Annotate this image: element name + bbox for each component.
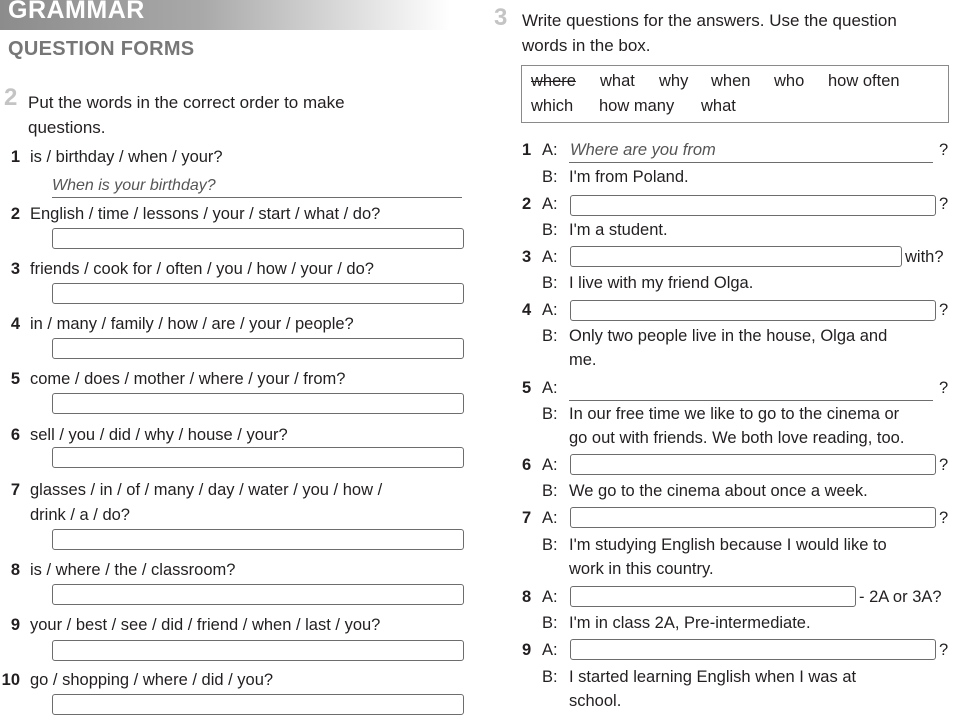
- exercise-3-answer-field[interactable]: [570, 586, 856, 607]
- question-tail: ?: [939, 301, 949, 319]
- speaker-b-text: I'm in class 2A, Pre-intermediate.: [569, 614, 811, 632]
- exercise-3-answer-field[interactable]: [570, 639, 936, 660]
- speaker-b-text: me.: [569, 351, 597, 369]
- word: how often: [828, 72, 900, 90]
- exercise-2-answer-field[interactable]: [52, 393, 464, 414]
- speaker-a-label: A:: [542, 509, 558, 527]
- speaker-b-text: work in this country.: [569, 560, 714, 578]
- question-tail: ?: [939, 641, 949, 659]
- question-tail: with?: [905, 248, 944, 266]
- exercise-3-answer-field[interactable]: [570, 195, 936, 216]
- speaker-b-text: I'm from Poland.: [569, 168, 689, 186]
- exercise-3-item-number: 1: [522, 141, 532, 159]
- question-word-box: [521, 65, 949, 123]
- exercise-3-item-number: 3: [522, 248, 532, 266]
- exercise-2-item-1-answer: When is your birthday?: [52, 177, 216, 194]
- exercise-2-answer-field[interactable]: [52, 584, 464, 605]
- speaker-a-label: A:: [542, 456, 558, 474]
- speaker-a-label: A:: [542, 248, 558, 266]
- exercise-2-answer-field[interactable]: [52, 529, 464, 550]
- exercise-3-item-1-answer: Where are you from: [570, 141, 716, 159]
- speaker-b-label: B:: [542, 536, 558, 554]
- exercise-3-instruction-line1: Write questions for the answers. Use the question: [522, 11, 897, 30]
- word: what: [600, 72, 635, 90]
- exercise-3-answer-field[interactable]: [570, 454, 936, 475]
- exercise-2-answer-field[interactable]: [52, 283, 464, 304]
- speaker-a-label: A:: [542, 301, 558, 319]
- speaker-b-label: B:: [542, 405, 558, 423]
- word: which: [531, 97, 574, 115]
- exercise-2-answer-field[interactable]: [52, 447, 464, 468]
- exercise-3-item-number: 9: [522, 641, 532, 659]
- exercise-3-item-number: 6: [522, 456, 532, 474]
- exercise-2-answer-field[interactable]: [52, 694, 464, 715]
- exercise-3-item-number: 7: [522, 509, 532, 527]
- exercise-2-number: 2: [4, 84, 18, 111]
- speaker-a-label: A:: [542, 588, 558, 606]
- exercise-2-instruction-line2: questions.: [28, 118, 106, 137]
- question-tail: ?: [939, 141, 949, 159]
- answer-underline: [52, 197, 462, 198]
- speaker-b-label: B:: [542, 327, 558, 345]
- word: why: [659, 72, 689, 90]
- speaker-b-label: B:: [542, 274, 558, 292]
- question-tail: - 2A or 3A?: [859, 588, 942, 606]
- exercise-2-answer-field[interactable]: [52, 640, 464, 661]
- exercise-3-item-number: 5: [522, 379, 532, 397]
- exercise-3-item-number: 4: [522, 301, 532, 319]
- speaker-b-text: school.: [569, 692, 622, 710]
- answer-underline: [569, 162, 933, 163]
- question-tail: ?: [939, 195, 949, 213]
- speaker-b-label: B:: [542, 221, 558, 239]
- speaker-b-text: I live with my friend Olga.: [569, 274, 754, 292]
- speaker-b-text: I'm a student.: [569, 221, 668, 239]
- speaker-a-label: A:: [542, 141, 558, 159]
- speaker-b-label: B:: [542, 614, 558, 632]
- page-subtitle: QUESTION FORMS: [8, 38, 195, 60]
- word-crossed-out: where: [531, 72, 576, 90]
- question-tail: ?: [939, 379, 949, 397]
- word: how many: [599, 97, 675, 115]
- speaker-b-text: In our free time we like to go to the cinema or: [569, 405, 900, 423]
- speaker-a-label: A:: [542, 641, 558, 659]
- exercise-3-number: 3: [494, 4, 508, 31]
- speaker-b-text: go out with friends. We both love reading, too.: [569, 429, 905, 447]
- speaker-a-label: A:: [542, 195, 558, 213]
- exercise-3-answer-field[interactable]: [570, 507, 936, 528]
- speaker-b-text: Only two people live in the house, Olga and: [569, 327, 888, 345]
- exercise-3-answer-field[interactable]: [570, 300, 936, 321]
- section-header-bar: [0, 0, 450, 30]
- speaker-b-label: B:: [542, 668, 558, 686]
- speaker-b-text: I'm studying English because I would like to: [569, 536, 887, 554]
- exercise-2-answer-field[interactable]: [52, 338, 464, 359]
- exercise-3-instruction-line2: words in the box.: [522, 36, 651, 55]
- word: what: [701, 97, 736, 115]
- exercise-2-instruction-line1: Put the words in the correct order to make: [28, 93, 345, 112]
- exercise-3-answer-field[interactable]: [570, 246, 902, 267]
- exercise-3-item-number: 2: [522, 195, 532, 213]
- word: who: [774, 72, 805, 90]
- speaker-b-label: B:: [542, 482, 558, 500]
- question-tail: ?: [939, 456, 949, 474]
- question-tail: ?: [939, 509, 949, 527]
- exercise-3-item-number: 8: [522, 588, 532, 606]
- speaker-b-text: I started learning English when I was at: [569, 668, 857, 686]
- speaker-b-text: We go to the cinema about once a week.: [569, 482, 868, 500]
- speaker-a-label: A:: [542, 379, 558, 397]
- speaker-b-label: B:: [542, 168, 558, 186]
- word: when: [711, 72, 751, 90]
- section-title: GRAMMAR: [8, 0, 145, 24]
- exercise-3-answer-line[interactable]: [569, 400, 933, 401]
- exercise-2-answer-field[interactable]: [52, 228, 464, 249]
